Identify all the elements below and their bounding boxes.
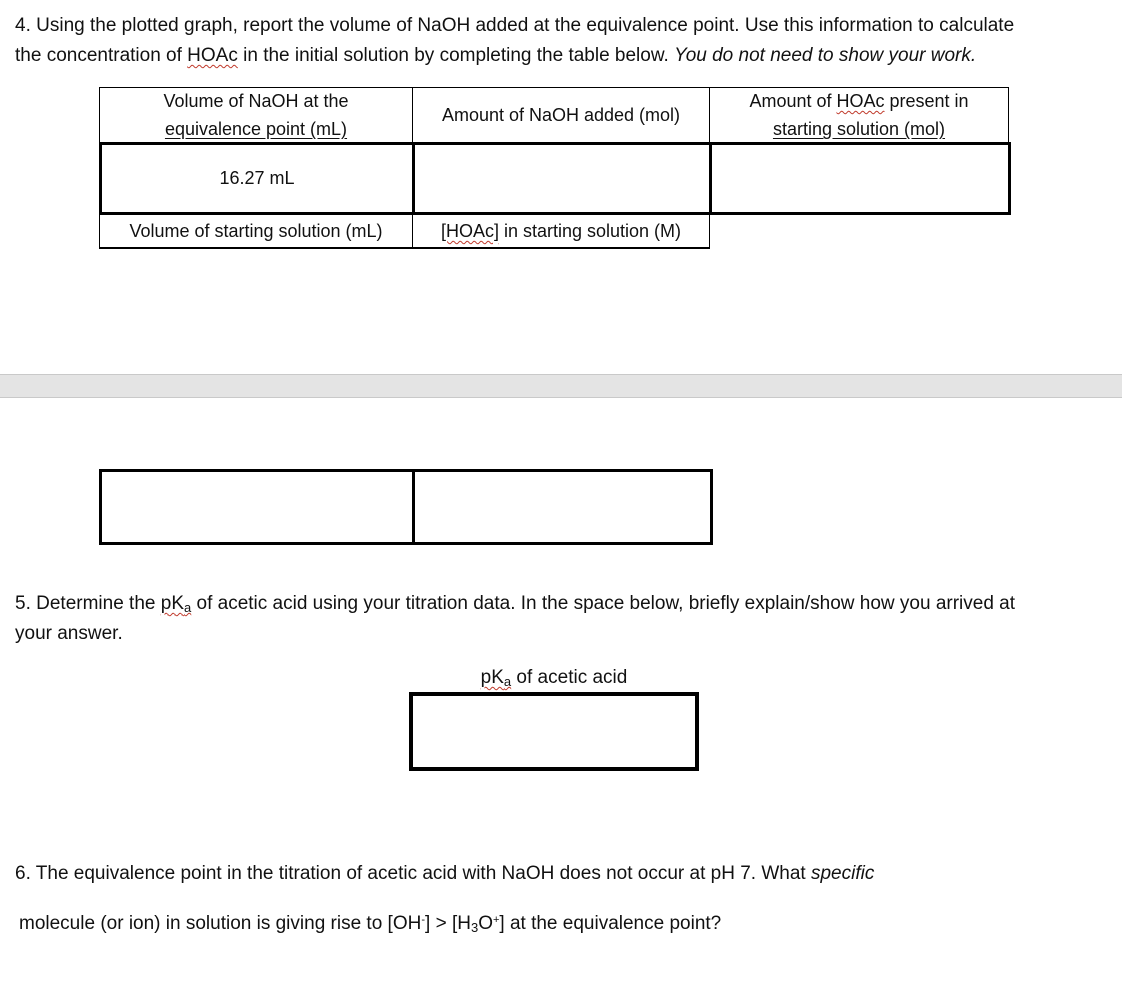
table2-header-bottom-border bbox=[99, 247, 710, 249]
pka-term: $pK_a$ bbox=[160, 593, 192, 615]
hoac-concentration-input[interactable] bbox=[412, 469, 713, 545]
question-4-line-2: the concentration of HOAc in the initial solution by completing the table below. You do not need to show your work. bbox=[15, 45, 977, 66]
table2-header-volume-start: Volume of starting solution (mL) bbox=[129, 221, 383, 241]
table2-header-right-border bbox=[709, 214, 710, 248]
amount-hoac-input[interactable] bbox=[709, 142, 1011, 215]
equivalence-volume-value: 16.27 mL bbox=[219, 168, 295, 188]
no-work-note: You do not need to show your work. bbox=[674, 45, 977, 66]
pka-box-label: $pK_a$ of acetic acid bbox=[480, 667, 628, 689]
volume-start-input[interactable] bbox=[99, 469, 415, 545]
page-break-divider bbox=[0, 374, 1122, 398]
equivalence-volume-cell[interactable] bbox=[99, 142, 415, 215]
hoac-term: HOAc bbox=[187, 45, 238, 66]
table1-header-amount-hoac: Amount of HOAc present in starting solution (mol) bbox=[749, 91, 969, 139]
pka-answer-input[interactable] bbox=[409, 692, 699, 771]
question-6-line-1: 6. The equivalence point in the titration of acetic acid with NaOH does not occur at pH 7. What specific bbox=[15, 863, 875, 884]
question-5-line-1: 5. Determine the $pK_a$ of acetic acid using your titration data. In the space below, briefly explain/show how you arrived at bbox=[15, 593, 1016, 615]
question-5-line-2: your answer. bbox=[15, 623, 123, 644]
table2-header-hoac-conc: [HOAc] in starting solution (M) bbox=[440, 221, 682, 241]
table1-header-amount-naoh: Amount of NaOH added (mol) bbox=[441, 105, 681, 125]
table1-header-volume-naoh: Volume of NaOH at the equivalence point (mL) bbox=[163, 91, 349, 139]
amount-naoh-input[interactable] bbox=[412, 142, 712, 215]
question-4-line-1: 4. Using the plotted graph, report the volume of NaOH added at the equivalence point. Use this information to calculate bbox=[15, 15, 1015, 36]
table1-header-right-border bbox=[1008, 87, 1009, 143]
question-6-line-2: molecule (or ion) in solution is giving rise to $[OH^-] > [H_3O^+]$ at the equivalence point? bbox=[19, 913, 722, 935]
